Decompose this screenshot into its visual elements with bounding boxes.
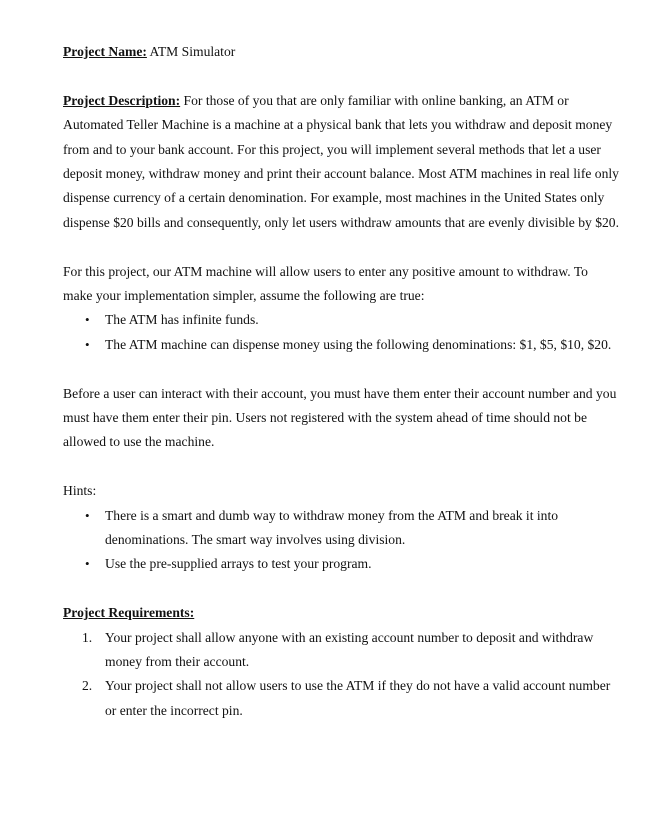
authentication-paragraph: Before a user can interact with their account, you must have them enter their account number and you must have them enter their pin. Users not registered with the system ahead of time should not be allowed to use the machine.	[63, 385, 617, 450]
requirements-heading	[63, 601, 619, 625]
item-number: 2.	[82, 678, 93, 694]
list-item	[63, 333, 619, 357]
hints-list	[63, 504, 619, 577]
assumptions-intro: For this project, our ATM machine will allow users to enter any positive amount to withdraw. To make your implementation simpler, assume the following are true:	[63, 263, 588, 304]
list-item-text: Your project shall allow anyone with an existing account number to deposit and withdraw money from their account.	[105, 629, 594, 670]
list-item-text: The ATM machine can dispense money using the following denominations: $1, $5, $10, $20.	[105, 336, 612, 352]
project-description-paragraph	[63, 89, 619, 235]
list-item-text: There is a smart and dumb way to withdraw money from the ATM and break it into denominations. The smart way involves using division.	[105, 507, 559, 548]
list-item-text: The ATM has infinite funds.	[105, 312, 259, 328]
document-page	[63, 40, 619, 723]
bullet-icon: •	[85, 336, 90, 352]
bullet-icon: •	[85, 507, 90, 523]
bullet-icon: •	[85, 556, 90, 572]
list-item	[63, 504, 619, 553]
list-item	[63, 552, 619, 576]
list-item	[63, 626, 619, 675]
project-name-label: Project Name:	[63, 44, 147, 59]
project-description-text: For those of you that are only familiar with online banking, an ATM or Automated Teller Machine is a machine at a physical bank that lets you withdraw and deposit money from and to your bank account. For this project, you will implement several methods that let a user deposit money, withdraw money and print their account balance. Most ATM machines in real life only dispense currency of a certain denomination. For example, most machines in the United States only dispense $20 bills and consequently, only let users withdraw amounts that are evenly divisible by $20.	[63, 92, 619, 230]
requirements-list	[63, 626, 619, 724]
project-name-line	[63, 40, 619, 64]
list-item-text: Your project shall not allow users to use the ATM if they do not have a valid account number or enter the incorrect pin.	[105, 678, 611, 718]
list-item	[63, 674, 619, 723]
requirements-label: Project Requirements:	[63, 605, 195, 621]
project-name-value: ATM Simulator	[146, 44, 236, 59]
project-description-label: Project Description:	[63, 92, 181, 108]
list-item	[63, 308, 619, 332]
list-item-text: Use the pre-supplied arrays to test your program.	[105, 556, 372, 572]
assumptions-list	[63, 308, 619, 357]
item-number: 1.	[82, 629, 93, 645]
bullet-icon: •	[85, 312, 90, 328]
hints-label: Hints:	[63, 483, 97, 499]
